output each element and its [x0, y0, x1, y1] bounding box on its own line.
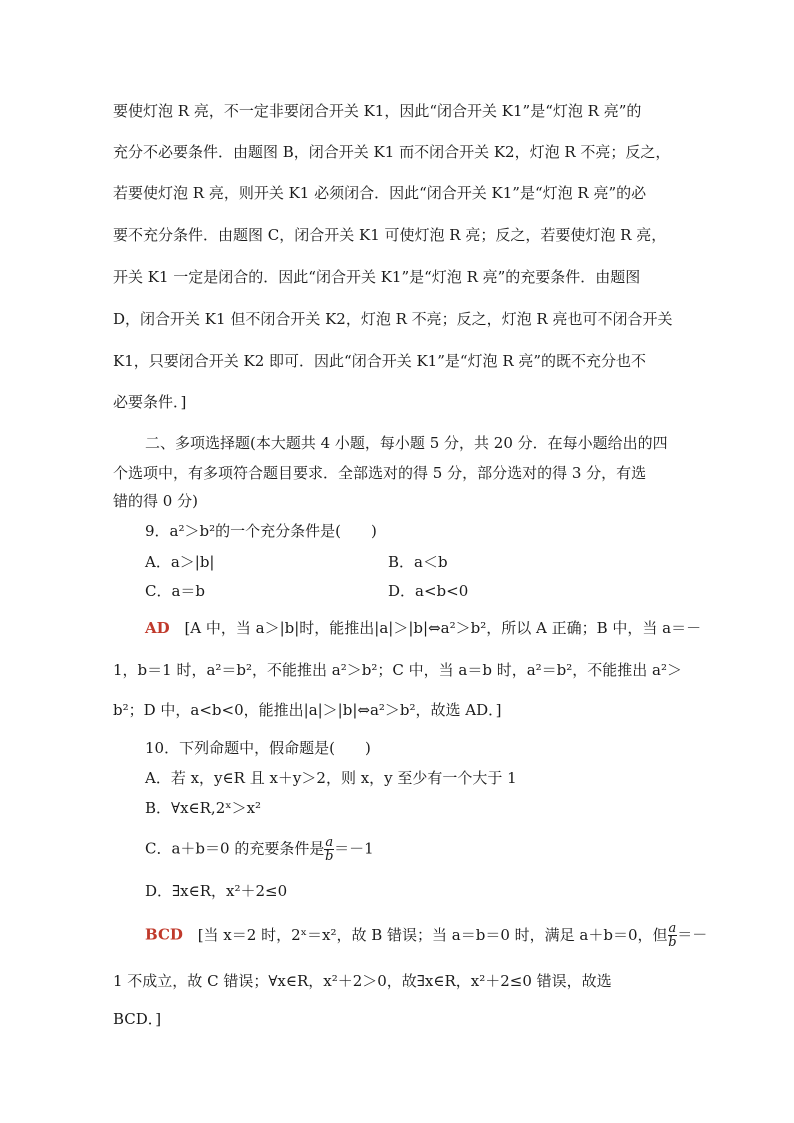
question-10-solution-line-1: [145, 922, 707, 949]
question-10-solution-line-3: BCD．]: [113, 1010, 162, 1028]
question-10-stem: 10．下列命题中，假命题是( ): [145, 739, 371, 757]
question-10-option-a: A．若 x，y∈R 且 x＋y＞2，则 x，y 至少有一个大于 1: [145, 769, 517, 787]
question-9-stem: 9．a²＞b²的一个充分条件是( ): [145, 522, 377, 540]
paragraph-line-7: K1，只要闭合开关 K2 即可．因此“闭合开关 K1”是“灯泡 R 亮”的既不充分也不: [113, 352, 647, 370]
question-9-option-b: B．a＜b: [388, 553, 448, 571]
question-10-answer: BCD: [145, 925, 183, 944]
question-9-option-c: C．a＝b: [145, 582, 206, 600]
paragraph-line-8: 必要条件．]: [113, 393, 187, 411]
fraction-denominator: b: [325, 849, 334, 864]
fraction-numerator: a: [668, 921, 677, 936]
question-10-solution-prefix: [当 x＝2 时，2ˣ＝x²，故 B 错误；当 a＝b＝0 时，满足 a＋b＝0，但: [197, 925, 668, 944]
paragraph-line-6: D，闭合开关 K1 但不闭合开关 K2，灯泡 R 不亮；反之，灯泡 R 亮也可不闭合开关: [113, 310, 673, 328]
question-10-option-c-suffix: ＝－1: [334, 839, 374, 858]
question-10-solution-suffix: ＝－: [677, 925, 708, 944]
paragraph-line-2: 充分不必要条件．由题图 B，闭合开关 K1 而不闭合开关 K2，灯泡 R 不亮；反之，: [113, 143, 671, 161]
section-heading-line-2: 个选项中，有多项符合题目要求．全部选对的得 5 分，部分选对的得 3 分，有选: [113, 464, 647, 482]
question-10-option-d: D．∃x∈R，x²＋2≤0: [145, 882, 288, 900]
section-heading-line-3: 错的得 0 分): [113, 492, 198, 510]
question-9-solution-line-1: [145, 617, 701, 639]
paragraph-line-1: 要使灯泡 R 亮，不一定非要闭合开关 K1，因此“闭合开关 K1”是“灯泡 R 亮”的: [113, 102, 642, 120]
fraction-numerator: a: [325, 835, 334, 850]
question-10-option-c-fraction: [324, 836, 334, 863]
question-9-option-d: D．a<b<0: [388, 582, 469, 600]
question-9-options-row-2: [145, 580, 645, 602]
paragraph-line-4: 要不充分条件．由题图 C，闭合开关 K1 可使灯泡 R 亮；反之，若要使灯泡 R 亮，: [113, 226, 667, 244]
question-10-solution-fraction: [668, 922, 678, 949]
fraction-denominator: b: [668, 935, 677, 950]
question-9-solution-line-2: 1，b＝1 时，a²＝b²，不能推出 a²＞b²；C 中，当 a＝b 时，a²＝b²，不能推出 a²＞: [113, 661, 682, 679]
question-9-option-a: A．a＞|b|: [145, 553, 215, 571]
paragraph-line-3: 若要使灯泡 R 亮，则开关 K1 必须闭合．因此“闭合开关 K1”是“灯泡 R 亮”的必: [113, 184, 647, 202]
question-10-option-b: B．∀x∈R,2ˣ＞x²: [145, 799, 262, 817]
question-9-options-row-1: [145, 551, 645, 573]
question-10-option-c-prefix: C．a＋b＝0 的充要条件是: [145, 839, 325, 858]
question-9-solution-text-1: [A 中，当 a＞|b|时，能推出|a|＞|b|⇔a²＞b²，所以 A 正确；B 中，当 a＝－: [184, 619, 702, 637]
paragraph-line-5: 开关 K1 一定是闭合的．因此“闭合开关 K1”是“灯泡 R 亮”的充要条件．由题图: [113, 268, 641, 286]
question-9-answer: AD: [145, 619, 170, 637]
question-9-solution-line-3: b²；D 中，a<b<0，能推出|a|＞|b|⇔a²＞b²，故选 AD．]: [113, 701, 502, 719]
section-heading-line-1: 二、多项选择题(本大题共 4 小题，每小题 5 分，共 20 分．在每小题给出的四: [145, 434, 668, 452]
question-10-option-c: [145, 836, 374, 863]
question-10-solution-line-2: 1 不成立，故 C 错误；∀x∈R，x²＋2＞0，故∃x∈R，x²＋2≤0 错误，故选: [113, 972, 612, 990]
